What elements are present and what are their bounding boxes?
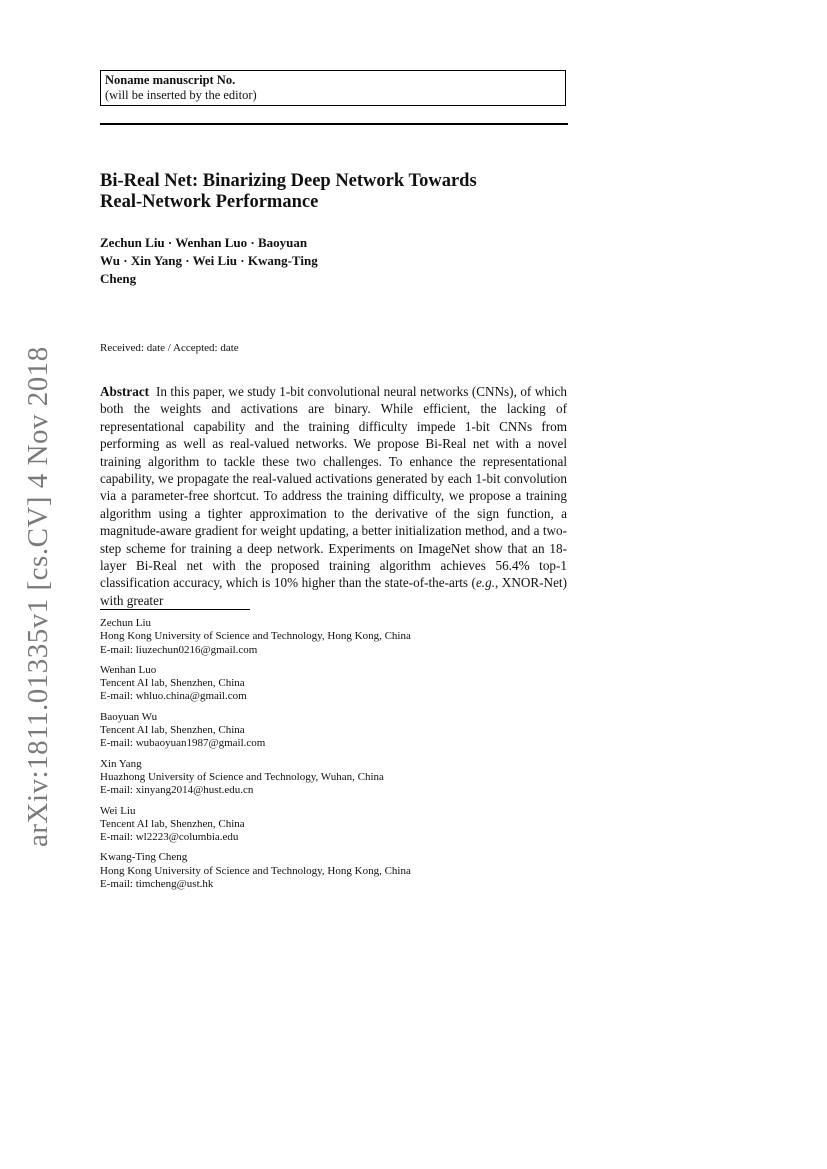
affiliation-institution: Hong Kong University of Science and Technology, Hong Kong, China [100,630,411,643]
affiliation-name: Baoyuan Wu [100,710,158,723]
affiliation-block [100,617,570,657]
abstract-eg: e.g. [475,575,495,591]
manuscript-label: Noname manuscript No. [105,73,236,87]
abstract-text-end: , XNOR-Net) with greater [100,575,567,608]
affiliation-institution: Huazhong University of Science and Technology, Wuhan, China [100,770,384,783]
affiliation-name: Wenhan Luo [100,663,157,676]
received-accepted-dates: Received: date / Accepted: date [100,342,239,354]
affiliation-institution: Hong Kong University of Science and Technology, Hong Kong, China [100,864,411,877]
affiliation-institution: Tencent AI lab, Shenzhen, China [100,817,245,830]
affiliation-name: Xin Yang [100,757,142,770]
affiliation-block [100,805,570,845]
affiliation-institution: Tencent AI lab, Shenzhen, China [100,724,245,737]
affiliation-block [100,758,570,798]
paper-title [100,171,570,213]
abstract [100,383,567,609]
affiliation-email: E-mail: whluo.china@gmail.com [100,690,247,703]
affiliation-name: Wei Liu [100,804,136,817]
affiliation-email: E-mail: xinyang2014@hust.edu.cn [100,784,254,797]
title-line: Real-Network Performance [100,192,319,212]
affiliation-email: E-mail: timcheng@ust.hk [100,878,214,891]
affiliation-block [100,851,570,891]
abstract-heading: Abstract [100,384,150,399]
affiliation-name: Kwang-Ting Cheng [100,851,188,864]
affiliation-block [100,664,570,704]
abstract-text: In this paper, we study 1-bit convolutional neural networks (CNNs), of which both the weights and activations are binary. While efficient, the lacking of representational capability and the training difficulty impede 1-bit CNNs from performing as well as real-valued networks. We propose Bi-Real net with a novel training algorithm to tackle these two challenges. To enhance the representational capability, we propagate the real-valued activations generated by each 1-bit convolution via a parameter-free shortcut. To address the training difficulty, we propose a training algorithm using a tighter approximation to the derivative of the sign function, a magnitude-aware gradient for weight updating, a better initialization method, and a two-step scheme for training a deep network. Experiments on ImageNet show that an 18-layer Bi-Real net with the proposed training algorithm achieves 56.4% top-1 classification accuracy, which is 10% higher than the state-of-the-arts ( [100,384,567,591]
author-line: Cheng [100,271,137,286]
header-rule [100,123,568,125]
affiliations [100,617,570,898]
editor-note: (will be inserted by the editor) [105,88,257,102]
author-line: Zechun Liu · Wenhan Luo · Baoyuan [100,235,308,250]
arxiv-identifier-stamp: arXiv:1811.01335v1 [cs.CV] 4 Nov 2018 [22,346,54,847]
affiliation-email: E-mail: wubaoyuan1987@gmail.com [100,737,266,750]
affiliation-institution: Tencent AI lab, Shenzhen, China [100,677,245,690]
affiliation-email: E-mail: liuzechun0216@gmail.com [100,643,258,656]
author-list [100,234,400,288]
editor-info-box [100,70,566,106]
footnote-rule [100,609,250,610]
affiliation-block [100,711,570,751]
title-line: Bi-Real Net: Binarizing Deep Network Towards [100,171,477,191]
affiliation-email: E-mail: wl2223@columbia.edu [100,831,239,844]
author-line: Wu · Xin Yang · Wei Liu · Kwang-Ting [100,253,318,268]
affiliation-name: Zechun Liu [100,617,152,629]
